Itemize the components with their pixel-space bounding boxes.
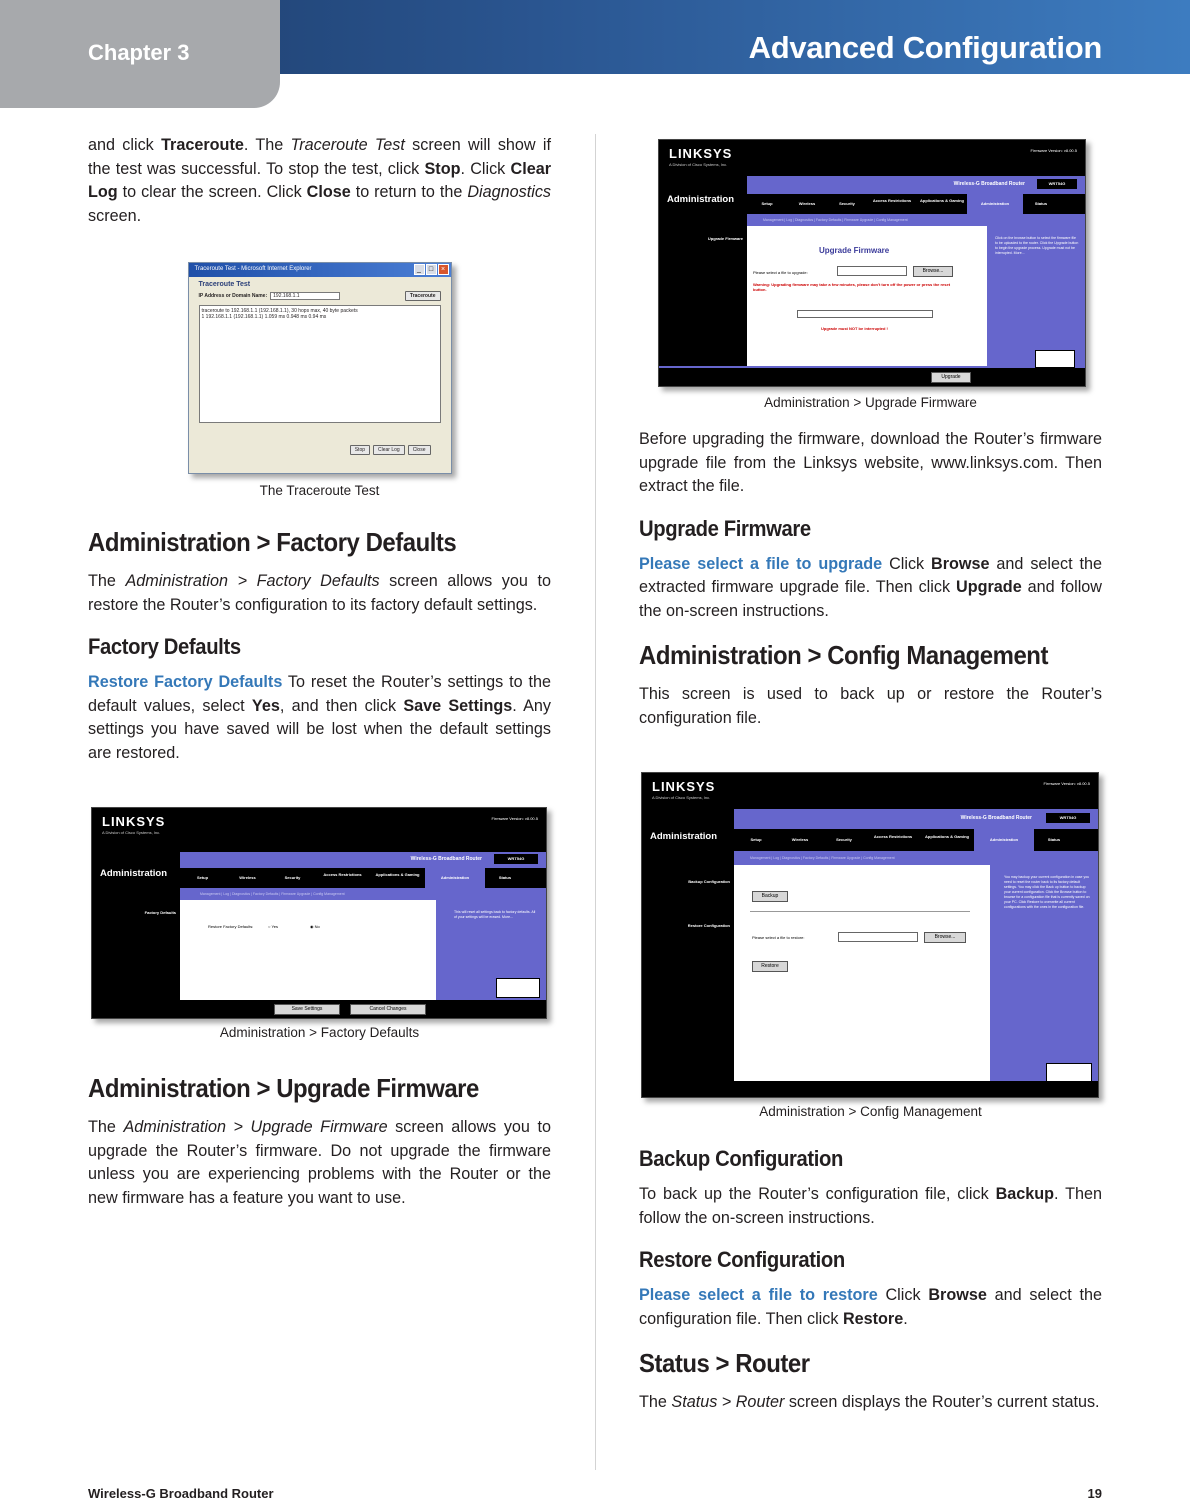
restore-label: Restore Factory Defaults: [208, 924, 254, 929]
section-heading: Administration > Factory Defaults [88, 527, 457, 557]
product-name: Wireless-G Broadband Router [410, 856, 482, 862]
tab-applications-gaming[interactable]: Applications & Gaming [919, 198, 964, 203]
footer-bar [92, 1000, 546, 1018]
config-management-screenshot [641, 772, 1099, 1098]
upgrade-file-paragraph: Please select a file to upgrade Click Browse and select the extracted firmware upgrade file. Then click Upgrade and follow the on-screen instructions. [639, 554, 1102, 620]
tab-setup[interactable]: Setup [750, 837, 762, 842]
section-title: Administration [100, 868, 168, 879]
tab-wireless[interactable]: Wireless [798, 201, 816, 206]
yes-radio[interactable]: ○ Yes [268, 924, 278, 929]
progress-bar [797, 310, 933, 318]
linksys-logo: LINKSYS [669, 146, 733, 161]
figure-caption: Administration > Factory Defaults [219, 1025, 420, 1040]
subsection-heading: Factory Defaults [88, 634, 241, 659]
ip-field-label: IP Address or Domain Name: [198, 293, 268, 299]
footer-product-name: Wireless-G Broadband Router [88, 1486, 274, 1501]
tab-administration[interactable]: Administration [967, 194, 1023, 214]
file-input[interactable] [838, 932, 918, 942]
upgrade-button[interactable]: Upgrade [931, 372, 971, 383]
footer-bar [642, 1081, 1098, 1097]
section-title: Administration [667, 194, 735, 205]
tab-setup[interactable]: Setup [761, 201, 773, 206]
help-panel: This will reset all settings back to factory defaults. All of your settings will be erased. More... [436, 900, 546, 1004]
sidebar [642, 865, 734, 1083]
tab-status[interactable]: Status [1047, 837, 1061, 842]
upgrade-firmware-screenshot [658, 139, 1086, 387]
firmware-version: Firmware Version: v8.00.5 [491, 816, 538, 821]
nav-tabs [734, 829, 1098, 851]
backup-paragraph: To back up the Router’s configuration file, click Backup. Then follow the on-screen instructions. [639, 1185, 1102, 1227]
model-badge: WRT54G [494, 854, 538, 864]
content-area [180, 900, 436, 1004]
upgrade-before-paragraph: Before upgrading the firmware, download the Router’s firmware upgrade file from the Linksys website, www.linksys.com. Then extract the file. [639, 430, 1102, 495]
window-title: Traceroute Test - Microsoft Internet Explorer [194, 266, 312, 272]
cisco-logo [1035, 350, 1075, 368]
right-column [639, 139, 1102, 1431]
sidebar [659, 226, 747, 366]
ip-field[interactable]: 192.168.1.1 [270, 292, 340, 300]
file-input[interactable] [837, 266, 907, 276]
notice-text: Upgrade must NOT be interrupted ! [821, 326, 888, 331]
window-titlebar [189, 263, 451, 277]
subsection-heading: Backup Configuration [639, 1146, 844, 1171]
content-area [747, 226, 987, 366]
tab-applications-gaming[interactable]: Applications & Gaming [924, 834, 969, 839]
maximize-icon[interactable]: □ [426, 264, 437, 275]
tab-applications-gaming[interactable]: Applications & Gaming [375, 872, 420, 877]
section-heading: Status > Router [639, 1348, 810, 1378]
section-heading: Administration > Config Management [639, 640, 1048, 670]
tab-security[interactable]: Security [284, 875, 301, 880]
restore-paragraph: Please select a file to restore Click Browse and select the configuration file. Then click Restore. [639, 1286, 1103, 1328]
traceroute-heading: Traceroute Test [198, 281, 251, 288]
browse-button[interactable]: Browse... [913, 266, 953, 277]
content-heading: Upgrade Firmware [819, 246, 890, 255]
model-badge: WRT54G [1037, 179, 1077, 189]
sidebar [92, 900, 180, 1004]
subsection-heading: Restore Configuration [639, 1247, 845, 1272]
cisco-logo [1046, 1063, 1092, 1083]
tab-security[interactable]: Security [839, 201, 855, 206]
close-button[interactable]: Close [408, 445, 431, 455]
warning-text: Warning: Upgrading firmware may take a few minutes, please don't turn off the power or press the reset button. [753, 282, 951, 292]
linksys-logo: LINKSYS [652, 779, 716, 794]
sub-tabs: Management | Log | Diagnostics | Factory Defaults | Firmware Upgrade | Config Management [180, 888, 546, 900]
traceroute-window [188, 262, 452, 474]
tab-administration[interactable]: Administration [425, 868, 485, 888]
status-paragraph: The Status > Router screen displays the Router’s current status. [639, 1393, 1100, 1411]
tab-access-restrictions[interactable]: Access Restrictions [873, 834, 913, 839]
cisco-logo [496, 978, 540, 998]
config-intro-paragraph: This screen is used to back up or restore the Router’s configuration file. [639, 685, 1102, 727]
tab-access-restrictions[interactable]: Access Restrictions [872, 198, 912, 203]
sub-tabs: Management | Log | Diagnostics | Factory Defaults | Firmware Upgrade | Config Management [747, 214, 1085, 226]
model-badge: WRT54G [1046, 813, 1090, 823]
tab-access-restrictions[interactable]: Access Restrictions [323, 872, 362, 877]
section-panel [92, 852, 180, 900]
close-icon[interactable]: × [438, 264, 449, 275]
tab-security[interactable]: Security [836, 837, 852, 842]
firmware-version: Firmware Version: v8.00.5 [1030, 148, 1077, 153]
page-number: 19 [1087, 1486, 1102, 1501]
restore-button[interactable]: Restore [752, 961, 788, 972]
factory-defaults-screenshot [91, 807, 547, 1019]
page-header [0, 0, 1190, 108]
logo-subtitle: A Division of Cisco Systems, Inc. [669, 162, 728, 167]
chapter-title: Advanced Configuration [748, 30, 1102, 65]
figure-caption: The Traceroute Test [259, 483, 380, 498]
chapter-label: Chapter 3 [88, 40, 190, 65]
save-settings-button[interactable]: Save Settings [274, 1004, 340, 1015]
sub-tabs: Management | Log | Diagnostics | Factory Defaults | Firmware Upgrade | Config Management [734, 851, 1098, 865]
intro-paragraph: and click Traceroute. The Traceroute Test screen will show if the test was successful. To stop the test, click Stop. Click Clear Log to clear the screen. Click Close to return to the Diagnostics screen. [88, 136, 552, 225]
file-label: Please select a file to restore: [752, 935, 805, 940]
section-heading: Administration > Upgrade Firmware [88, 1073, 479, 1103]
tab-wireless[interactable]: Wireless [791, 837, 809, 842]
sidebar-backup-label: Backup Configuration [688, 879, 730, 884]
cancel-changes-button[interactable]: Cancel Changes [350, 1004, 426, 1015]
sidebar-label: Factory Defaults [144, 910, 176, 915]
column-divider [595, 134, 596, 1470]
logo-subtitle: A Division of Cisco Systems, Inc. [652, 795, 711, 800]
figure-caption: Administration > Upgrade Firmware [764, 395, 977, 410]
firmware-version: Firmware Version: v8.00.5 [1043, 781, 1090, 786]
tab-administration[interactable]: Administration [974, 829, 1034, 851]
linksys-logo: LINKSYS [102, 814, 166, 829]
no-radio[interactable]: ◉ No [310, 924, 320, 929]
tab-status[interactable]: Status [1034, 201, 1048, 206]
traceroute-log: traceroute to 192.168.1.1 (192.168.1.1), 30 hops max, 40 byte packets 1 192.168.1.1 (192.168.1.1) 1.059 ms 0.948 ms 0.94 ms [199, 305, 441, 423]
traceroute-button[interactable]: Traceroute [405, 291, 441, 301]
product-name: Wireless-G Broadband Router [960, 815, 1032, 821]
help-panel: Click on the browse button to select the firmware file to be uploaded to the router. Click the Upgrade button to begin the upgrade process. Upgrade must not be interrupted. More... [987, 226, 1085, 366]
factory-defaults-paragraph: Restore Factory Defaults To reset the Router’s settings to the default values, select Yes, and then click Save Settings. Any settings you have saved will be lost when the default settings are restored. [88, 673, 551, 762]
sidebar-restore-label: Restore Configuration [687, 923, 730, 928]
footer-bar [659, 368, 1085, 386]
content-area [734, 865, 990, 1083]
section-panel [659, 176, 747, 232]
backup-button[interactable]: Backup [752, 891, 788, 902]
left-column [88, 134, 551, 1226]
figure-caption: Administration > Config Management [759, 1104, 982, 1119]
section-panel [642, 809, 734, 867]
upgrade-intro-paragraph: The Administration > Upgrade Firmware screen allows you to upgrade the Router’s firmware. Do not upgrade the firmware unless you are experiencing problems with the Router or the new firmware has a feature you want to use. [88, 1118, 551, 1207]
sidebar-label: Upgrade Firmware [707, 236, 743, 241]
subsection-heading: Upgrade Firmware [639, 515, 811, 541]
tab-status[interactable]: Status [498, 875, 512, 880]
logo-subtitle: A Division of Cisco Systems, Inc. [102, 830, 161, 835]
section-title: Administration [650, 831, 718, 842]
file-label: Please select a file to upgrade: [753, 270, 808, 275]
tab-wireless[interactable]: Wireless [239, 875, 256, 880]
nav-tabs [747, 194, 1085, 214]
nav-tabs [180, 868, 546, 888]
tab-setup[interactable]: Setup [196, 875, 209, 880]
browse-button[interactable]: Browse... [924, 932, 966, 943]
clear-log-button[interactable]: Clear Log [373, 445, 405, 455]
product-name: Wireless-G Broadband Router [953, 181, 1025, 187]
stop-button[interactable]: Stop [350, 445, 370, 455]
minimize-icon[interactable]: _ [414, 264, 425, 275]
factory-intro-paragraph: The Administration > Factory Defaults screen allows you to restore the Router’s configuration to its factory default settings. [88, 572, 551, 614]
help-panel: You may backup your current configuration in case you need to reset the router back to its factory default settings. You may click the Back up button to backup your current configuration. Click the Browse button to browse for a configuration file that is currently saved on your PC. Click Restore to overwrite all current configurations with the ones in the configuration file. [990, 865, 1098, 1083]
